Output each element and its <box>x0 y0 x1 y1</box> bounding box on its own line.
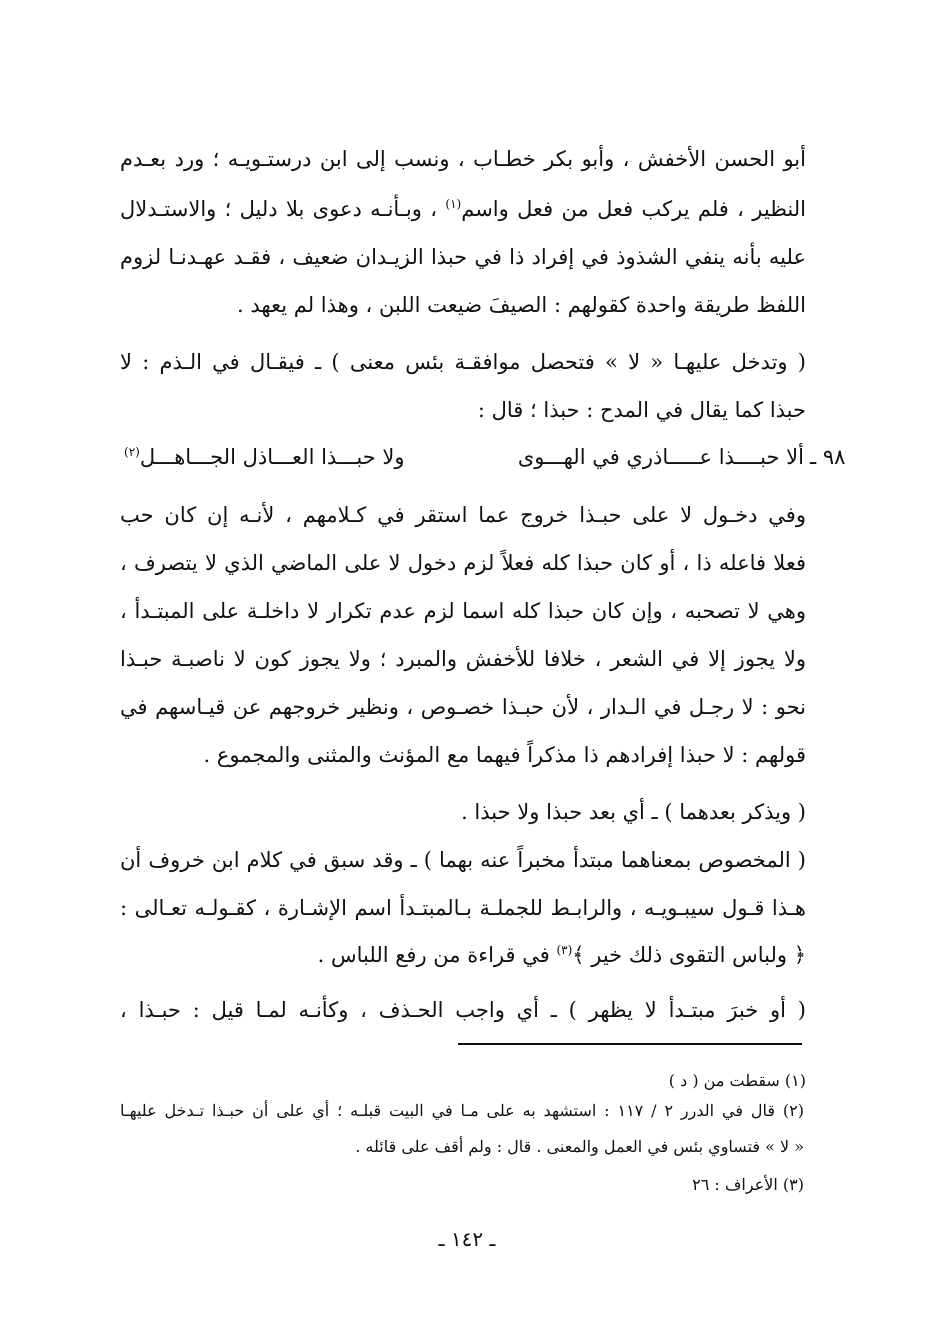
footnote-3: (٣) الأعراف : ٢٦ <box>692 1175 804 1194</box>
paragraph-5-line-1: ( المخصوص بمعناهما مبتدأ مخبراً عنه بهما ) ـ وقد سبق في كلام ابن خروف أن <box>120 848 806 872</box>
paragraph-2-line-1: ( وتدخل عليهـا « لا » فتحصل موافقـة بئس معنى ) ـ فيقـال في الـذم : لا <box>120 350 806 374</box>
paragraph-3-line-6: قولهم : لا حبذا إفرادهم ذا مذكراً فيهما مع المؤنث والمثنى والمجموع . <box>203 743 806 767</box>
quran-quote: ﴿ ولباس التقوى ذلك خير ﴾ <box>572 943 806 967</box>
verse-hemistich-left-text: ولا حبـــذا العـــاذل الجـــاهـــل <box>139 445 405 469</box>
paragraph-1-line-2-end: ، وبـأنـه دعوى بلا دليل ؛ والاستـدلال <box>120 197 438 221</box>
footnote-2-line-2: « لا » فتساوي بئس في العمل والمعنى . قال : ولم أقف على قائله . <box>355 1137 804 1156</box>
paragraph-4: ( ويذكر بعدهما ) ـ أي بعد حبذا ولا حبذا . <box>461 800 806 824</box>
footnote-ref-2: (٢) <box>124 445 140 459</box>
page-number: ـ ١٤٢ ـ <box>438 1227 496 1251</box>
paragraph-1-line-3: عليه بأنه ينفي الشذوذ في إفراد ذا في حبذا الزيـدان ضعيف ، فقـد عهـدنـا لزوم <box>120 245 806 269</box>
paragraph-3-line-5: نحو : لا رجـل في الـدار ، لأن حبـذا خصـوص ، ونظير خروجهم عن قيـاسهم في <box>120 695 806 719</box>
verse-hemistich-right: ألا حبــــذا عـــــاذري في الهـــوى <box>517 445 804 469</box>
footnote-ref-1: (١) <box>445 197 462 211</box>
paragraph-2-line-2: حبذا كما يقال في المدح : حبذا ؛ قال : <box>477 398 806 422</box>
verse-hemistich-left <box>124 440 405 474</box>
footnote-1: (١) سقطت من ( د ) <box>668 1071 806 1090</box>
paragraph-6: ( أو خبرَ مبتـدأ لا يظهر ) ـ أي واجب الحـذف ، وكأنـه لمـا قيل : حبـذا ، <box>120 998 806 1022</box>
paragraph-3-line-1: وفي دخـول لا على حبـذا خروج عما استقر في كـلامهم ، لأنـه إن كان حب <box>120 503 806 527</box>
paragraph-5-line-2: هـذا قـول سيبـويـه ، والرابـط للجملـة بـالمبتـدأ اسم الإشـارة ، كقـولـه تعـالى : <box>120 896 806 920</box>
quran-quote-line <box>120 938 806 972</box>
paragraph-1-line-2 <box>120 192 806 226</box>
paragraph-1-line-2-start: النظير ، فلم يركب فعل من فعل واسم <box>461 197 806 221</box>
paragraph-1-line-1: أبو الحسن الأخفش ، وأبو بكر خطـاب ، ونسب إلى ابن درستـويـه ؛ ورد بعـدم <box>120 147 806 171</box>
footnote-2-line-1: (٢) قال في الدرر ٢ / ١١٧ : استشهد به على مـا في البيت قبلـه ؛ أي على أن حبـذا تـدخل عليهـا <box>120 1101 805 1120</box>
paragraph-3-line-4: ولا يجوز إلا في الشعر ، خلافا للأخفش والمبرد ؛ ولا يجوز كون لا ناصبـة حبـذا <box>120 647 806 671</box>
paragraph-1-line-4: اللفظ طريقة واحدة كقولهم : الصيفَ ضيعت اللبن ، وهذا لم يعهد . <box>237 293 806 317</box>
paragraph-3-line-2: فعلا فاعله ذا ، أو كان حبذا كله فعلاً لزم دخول لا على الماضي الذي لا يتصرف ، <box>120 551 806 575</box>
verse-number: ٩٨ ـ <box>810 445 846 469</box>
paragraph-3-line-3: وهي لا تصحبه ، وإن كان حبذا كله اسما لزم عدم تكرار لا داخلـة على المبتـدأ ، <box>120 599 806 623</box>
footnote-divider <box>458 1043 802 1045</box>
quran-quote-rest: في قراءة من رفع اللباس . <box>317 943 557 967</box>
footnote-ref-3: (٣) <box>556 943 573 957</box>
